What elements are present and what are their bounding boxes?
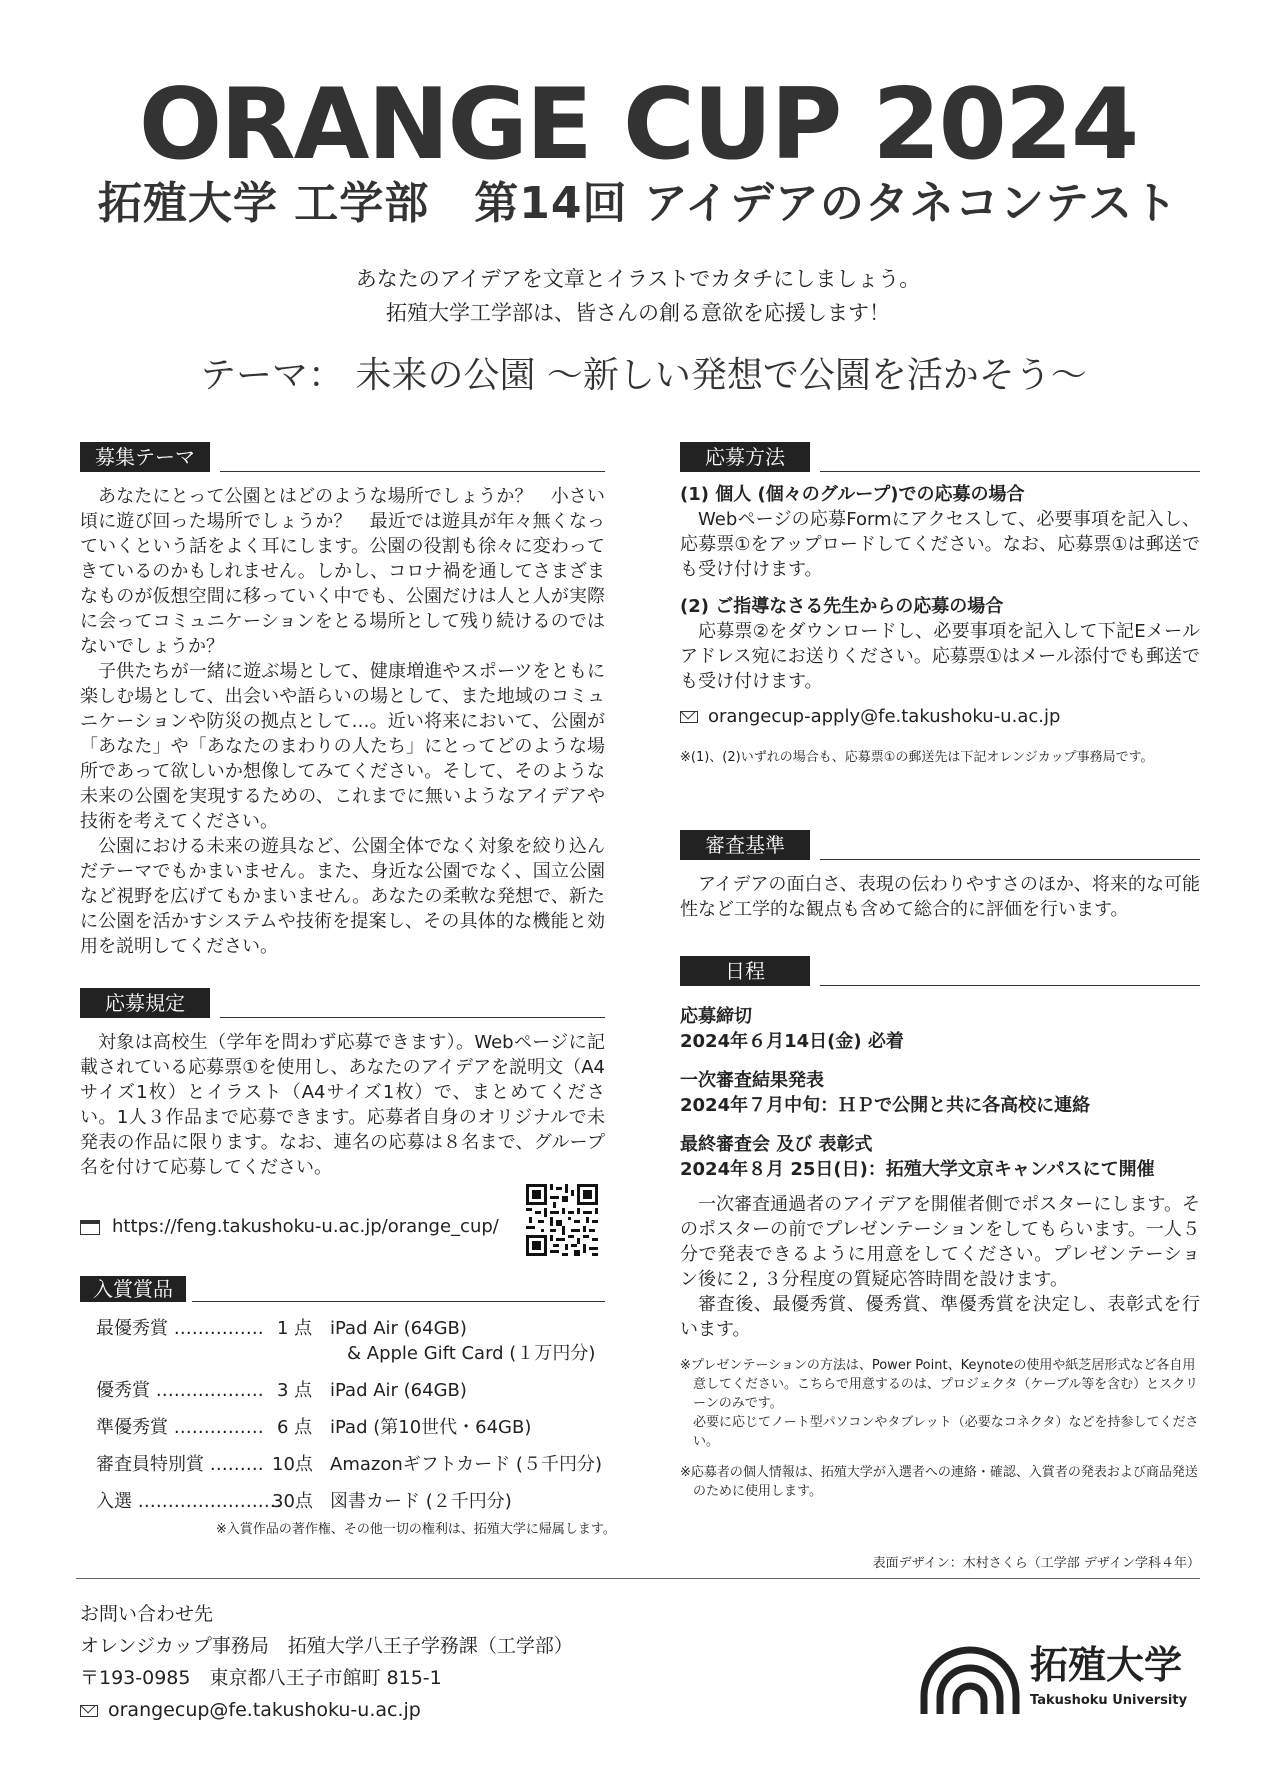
nittei-section [680,956,1200,1501]
section-rule [820,985,1200,986]
houhou-email-row [680,704,1200,730]
prize-row-1 [80,1316,605,1341]
prize-count: 30点 [272,1491,313,1512]
section-rule [220,471,605,472]
prize-row-4 [80,1452,605,1477]
contact-office: オレンジカップ事務局 拓殖大学八王子学務課（工学部） [80,1635,573,1657]
shinsa-label: 審査基準 [680,830,810,860]
houhou-note: ※(1)、(2)いずれの場合も、応募票①の郵送先は下記オレンジカップ事務局です。 [680,750,1154,765]
logo-english: Takushoku University [1030,1693,1188,1708]
mail-icon [680,711,698,723]
houhou-sub2-title: (2) ご指導なさる先生からの応募の場合 [680,596,1004,617]
prizes-section [80,1276,616,1539]
web-page-icon [80,1220,100,1235]
section-rule [820,859,1200,860]
nittei-item-2-detail: 2024年７月中旬：ＨＰで公開と共に各高校に連絡 [680,1095,1091,1116]
intro-line-1: あなたのアイデアを文章とイラストでカタチにしましょう。 [355,267,921,291]
boshu-header [80,442,605,472]
university-emblem [918,1644,1022,1714]
prize-item: 図書カード (２千円分) [330,1491,512,1512]
boshu-label: 募集テーマ [80,442,210,472]
nittei-paragraph-2: 審査後、最優秀賞、優秀賞、準優秀賞を決定し、表彰式を行います。 [680,1294,1200,1340]
kitei-header [80,988,605,1018]
prize-row-3 [80,1415,605,1440]
kitei-section [80,988,605,1242]
footer-divider [76,1578,1200,1579]
prize-count: 10点 [272,1454,313,1475]
poster-title: ORANGE CUP 2024 [138,68,1138,182]
shinsa-section [680,830,1200,922]
nittei-note-1: ※プレゼンテーションの方法は、Power Point、Keynoteの使用や紙芝居形式など各自用意してください。こちらで用意するのは、プロジェクタ（ケーブル等を含む）とスクリーンのみです。 [680,1358,1199,1411]
prize-count: 1 点 [277,1318,313,1339]
houhou-header [680,442,1200,472]
prizes-header [80,1276,605,1302]
contact-block [80,1598,573,1726]
prize-item: Amazonギフトカード (５千円分) [330,1454,602,1475]
kitei-url-link[interactable]: https://feng.takushoku-u.ac.jp/orange_cup/ [112,1216,499,1237]
contact-title: お問い合わせ先 [80,1603,214,1625]
houhou-sub1-title: (1) 個人 (個々のグループ)での応募の場合 [680,484,1025,505]
prize-item: iPad Air (64GB) [330,1318,467,1339]
nittei-item-3-title: 最終審査会 及び 表彰式 [680,1134,873,1155]
prizes-label: 入賞賞品 [80,1276,186,1302]
contact-email-row [80,1694,573,1726]
prize-name: 審査員特別賞 ……… [96,1454,264,1475]
houhou-section [680,442,1200,767]
shinsa-header [680,830,1200,860]
intro-text [0,262,1276,330]
kitei-paragraph: 対象は高校生（学年を問わず応募できます）。Webページに記載されている応募票①を使用し、あなたのアイデアを説明文（A4サイズ1枚）とイラスト（A4サイズ1枚）で、まとめてください。1人３作品まで応募できます。応募者自身のオリジナルで未発表の作品に限ります。なお、連名の応募は８名まで、グループ名を付けて応募してください。 [80,1032,605,1178]
houhou-label: 応募方法 [680,442,810,472]
university-logo [918,1640,1208,1720]
nittei-note-1b: 必要に応じてノート型パソコンやタブレット（必要なコネクタ）などを持参してください。 [693,1415,1199,1449]
prize-name: 入選 …………………… [96,1491,282,1512]
prize-row-2 [80,1378,605,1403]
prize-name: 最優秀賞 …………… [96,1318,264,1339]
nittei-note-2: ※応募者の個人情報は、拓殖大学が入選者への連絡・確認、入賞者の発表および商品発送のために使用します。 [680,1465,1198,1499]
prize-item-extra: & Apple Gift Card (１万円分) [347,1343,596,1364]
kitei-label: 応募規定 [80,988,210,1018]
boshu-paragraph-3: 公園における未来の遊具など、公園全体でなく対象を絞り込んだテーマでもかまいません。また、身近な公園でなく、国立公園など視野を広げてもかまいません。あなたの柔軟な発想で、新たに公園を活かすシステムや技術を提案し、その具体的な機能と効用を説明してください。 [80,836,605,957]
prize-item: iPad Air (64GB) [330,1380,467,1401]
section-rule [220,1017,605,1018]
design-credit: 表面デザイン：木村さくら（工学部 デザイン学科４年） [872,1556,1200,1571]
houhou-sub2-text: 応募票②をダウンロードし、必要事項を記入して下記Eメールアドレス宛にお送りください。応募票①はメール添付でも郵送でも受け付けます。 [680,621,1200,692]
intro-line-2: 拓殖大学工学部は、皆さんの創る意欲を応援します！ [386,301,890,325]
poster-subtitle: 拓殖大学 工学部 第14回 アイデアのタネコンテスト [97,178,1179,229]
prize-name: 準優秀賞 …………… [96,1417,264,1438]
section-rule [820,471,1200,472]
houhou-sub1-text: Webページの応募Formにアクセスして、必要事項を記入し、応募票①をアップロードしてください。なお、応募票①は郵送でも受け付けます。 [680,509,1200,580]
mail-icon [80,1705,98,1717]
nittei-item-3-detail: 2024年８月 25日(日)：拓殖大学文京キャンパスにて開催 [680,1159,1155,1180]
nittei-item-1-title: 応募締切 [680,1006,752,1027]
houhou-email-link[interactable]: orangecup-apply@fe.takushoku-u.ac.jp [708,706,1061,727]
nittei-paragraph-1: 一次審査通過者のアイデアを開催者側でポスターにします。そのポスターの前でプレゼンテーションをしてもらいます。一人５分で発表できるように用意をしてください。プレゼンテーション後に２, ３分程度の質疑応答時間を設けます。 [680,1194,1200,1290]
qr-code[interactable] [526,1184,598,1256]
nittei-item-1-detail: 2024年６月14日(金) 必着 [680,1031,904,1052]
boshu-paragraph-1: あなたにとって公園とはどのような場所でしょうか？ 小さい頃に遊び回った場所でしょうか？ 最近では遊具が年々無くなっていくという話をよく耳にします。公園の役割も徐々に変わってきているのかもしれません。しかし、コロナ禍を通してさまざまなものが仮想空間に移っていく中でも、公園だけは人と人が実際に会ってコミュニケーションをとる場所として残り続けるのではないでしょうか？ [80,486,605,657]
contact-address: 〒193-0985 東京都八王子市館町 815-1 [80,1667,442,1689]
theme-heading: テーマ： 未来の公園 〜新しい発想で公園を活かそう〜 [200,355,1087,396]
prize-count: 6 点 [277,1417,313,1438]
logo-name: 拓殖大学 [1030,1643,1183,1687]
boshu-paragraph-2: 子供たちが一緒に遊ぶ場として、健康増進やスポーツをともに楽しむ場として、出会いや語らいの場として、また地域のコミュニケーションや防災の拠点として…。近い将来において、公園が「あなた」や「あなたのまわりの人たち」にとってどのような場所であって欲しいか想像してみてください。そして、そのような未来の公園を実現するための、これまでに無いようなアイデアや技術を考えてください。 [80,661,605,832]
shinsa-paragraph: アイデアの面白さ、表現の伝わりやすさのほか、将来的な可能性など工学的な観点も含めて総合的に評価を行います。 [680,874,1200,920]
prize-count: 3 点 [277,1380,313,1401]
nittei-item-2-title: 一次審査結果発表 [680,1070,824,1091]
prize-name: 優秀賞 ……………… [96,1380,264,1401]
prize-item: iPad (第10世代・64GB) [330,1417,532,1438]
contact-email-link[interactable]: orangecup@fe.takushoku-u.ac.jp [108,1699,421,1721]
prize-row-5 [80,1489,605,1514]
nittei-label: 日程 [680,956,810,986]
prize-row-1-extra [80,1341,605,1366]
boshu-section [80,442,605,959]
section-rule [192,1301,605,1302]
prizes-note: ※入賞作品の著作権、その他一切の権利は、拓殖大学に帰属します。 [216,1522,616,1537]
nittei-header [680,956,1200,986]
